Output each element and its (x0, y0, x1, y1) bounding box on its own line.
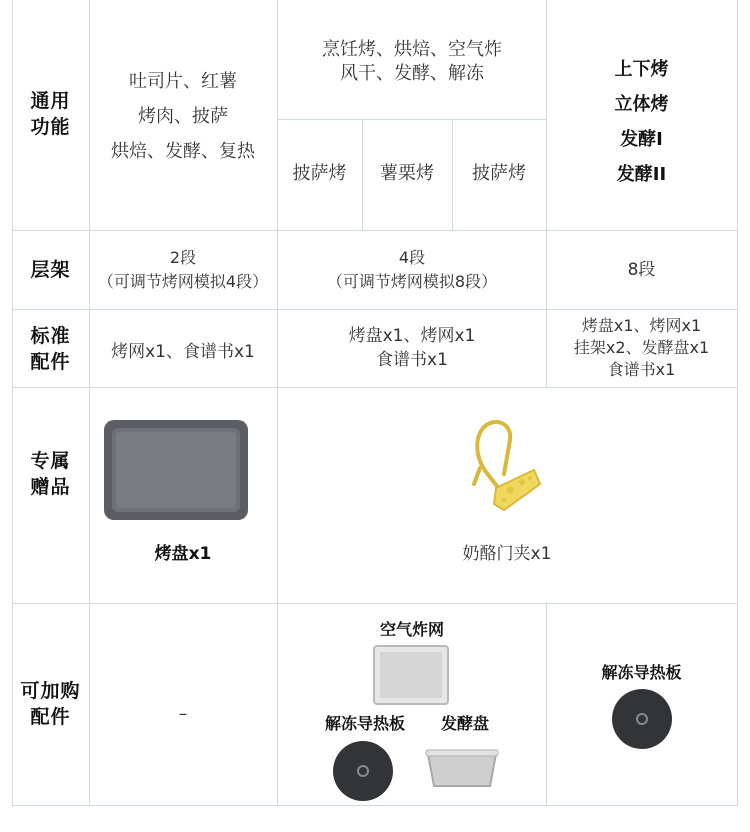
header-line: 可加购 (20, 680, 81, 702)
rack-text: （可调节烤网模拟4段） (97, 272, 269, 291)
function-text: 烹饪烤、烘焙、空气炸 (322, 39, 502, 60)
optional-item-air-fry-net: 空气炸网 (379, 620, 444, 639)
function-text: 烘焙、发酵、复热 (111, 141, 255, 162)
optional-col1: – (178, 704, 188, 724)
row-header-functions (12, 88, 89, 140)
gifts-col1: 烤盘x1 (154, 544, 212, 564)
function-text: 烤肉、披萨 (138, 106, 228, 127)
optional-item-proofing-tray: 发酵盘 (440, 714, 489, 733)
accessory-text: 挂架x2、发酵盘x1 (573, 338, 710, 357)
function-text: 吐司片、红薯 (129, 71, 237, 92)
functions-col2-sub-3: 披萨烤 (472, 163, 526, 184)
accessories-col1: 烤网x1、食谱书x1 (111, 342, 255, 362)
functions-col2-sub-1: 披萨烤 (292, 163, 347, 184)
accessory-text: 烤盘x1、烤网x1 (581, 316, 702, 335)
accessory-text: 食谱书x1 (376, 350, 448, 370)
header-line: 专属 (30, 450, 71, 472)
functions-col3 (546, 52, 737, 192)
functions-col2-sub-2: 薯栗烤 (380, 163, 434, 184)
rack-text: 4段 (398, 248, 426, 267)
gifts-col2: 奶酪门夹x1 (462, 544, 552, 564)
header-line: 赠品 (30, 476, 71, 498)
row-header-optional (12, 678, 89, 730)
rack-text: （可调节烤网模拟8段） (326, 272, 498, 291)
row-header-gifts (12, 448, 89, 500)
rack-text: 2段 (169, 248, 197, 267)
functions-col1 (89, 64, 277, 169)
function-text: 上下烤 (614, 59, 669, 80)
proofing-tray-image (424, 744, 500, 790)
racks-col3: 8段 (627, 260, 656, 280)
accessories-col3 (546, 315, 737, 381)
grid-line (737, 0, 738, 806)
header-line: 通用 (30, 90, 71, 112)
grid-line (12, 805, 738, 806)
accessory-text: 食谱书x1 (607, 360, 676, 379)
cheese-door-clip-image (460, 418, 550, 528)
baking-tray-image (102, 418, 250, 522)
grid-line (277, 119, 547, 120)
function-text: 发酵I (620, 129, 663, 150)
optional-col3: 解冻导热板 (601, 663, 682, 682)
function-text: 发酵II (616, 164, 667, 185)
thaw-plate-image (332, 740, 394, 802)
thaw-plate-image (611, 688, 673, 750)
header-line: 标准 (30, 325, 71, 347)
function-text: 风干、发酵、解冻 (340, 63, 484, 84)
row-header-racks: 层架 (30, 259, 71, 281)
header-line: 配件 (30, 706, 71, 728)
grid-line (277, 0, 278, 806)
row-header-accessories (12, 323, 89, 375)
racks-col1 (89, 246, 277, 294)
racks-col2 (277, 246, 547, 294)
accessory-text: 烤盘x1、烤网x1 (348, 326, 476, 346)
header-line: 功能 (30, 116, 71, 138)
functions-col2-top (277, 38, 547, 86)
header-line: 配件 (30, 351, 71, 373)
grid-line (12, 230, 738, 231)
grid-line (12, 603, 738, 604)
grid-line (12, 387, 738, 388)
accessories-col2 (277, 324, 547, 372)
function-text: 立体烤 (614, 94, 669, 115)
grid-line (12, 309, 738, 310)
air-fry-net-image (372, 644, 450, 706)
optional-item-thaw-plate: 解冻导热板 (324, 714, 405, 733)
